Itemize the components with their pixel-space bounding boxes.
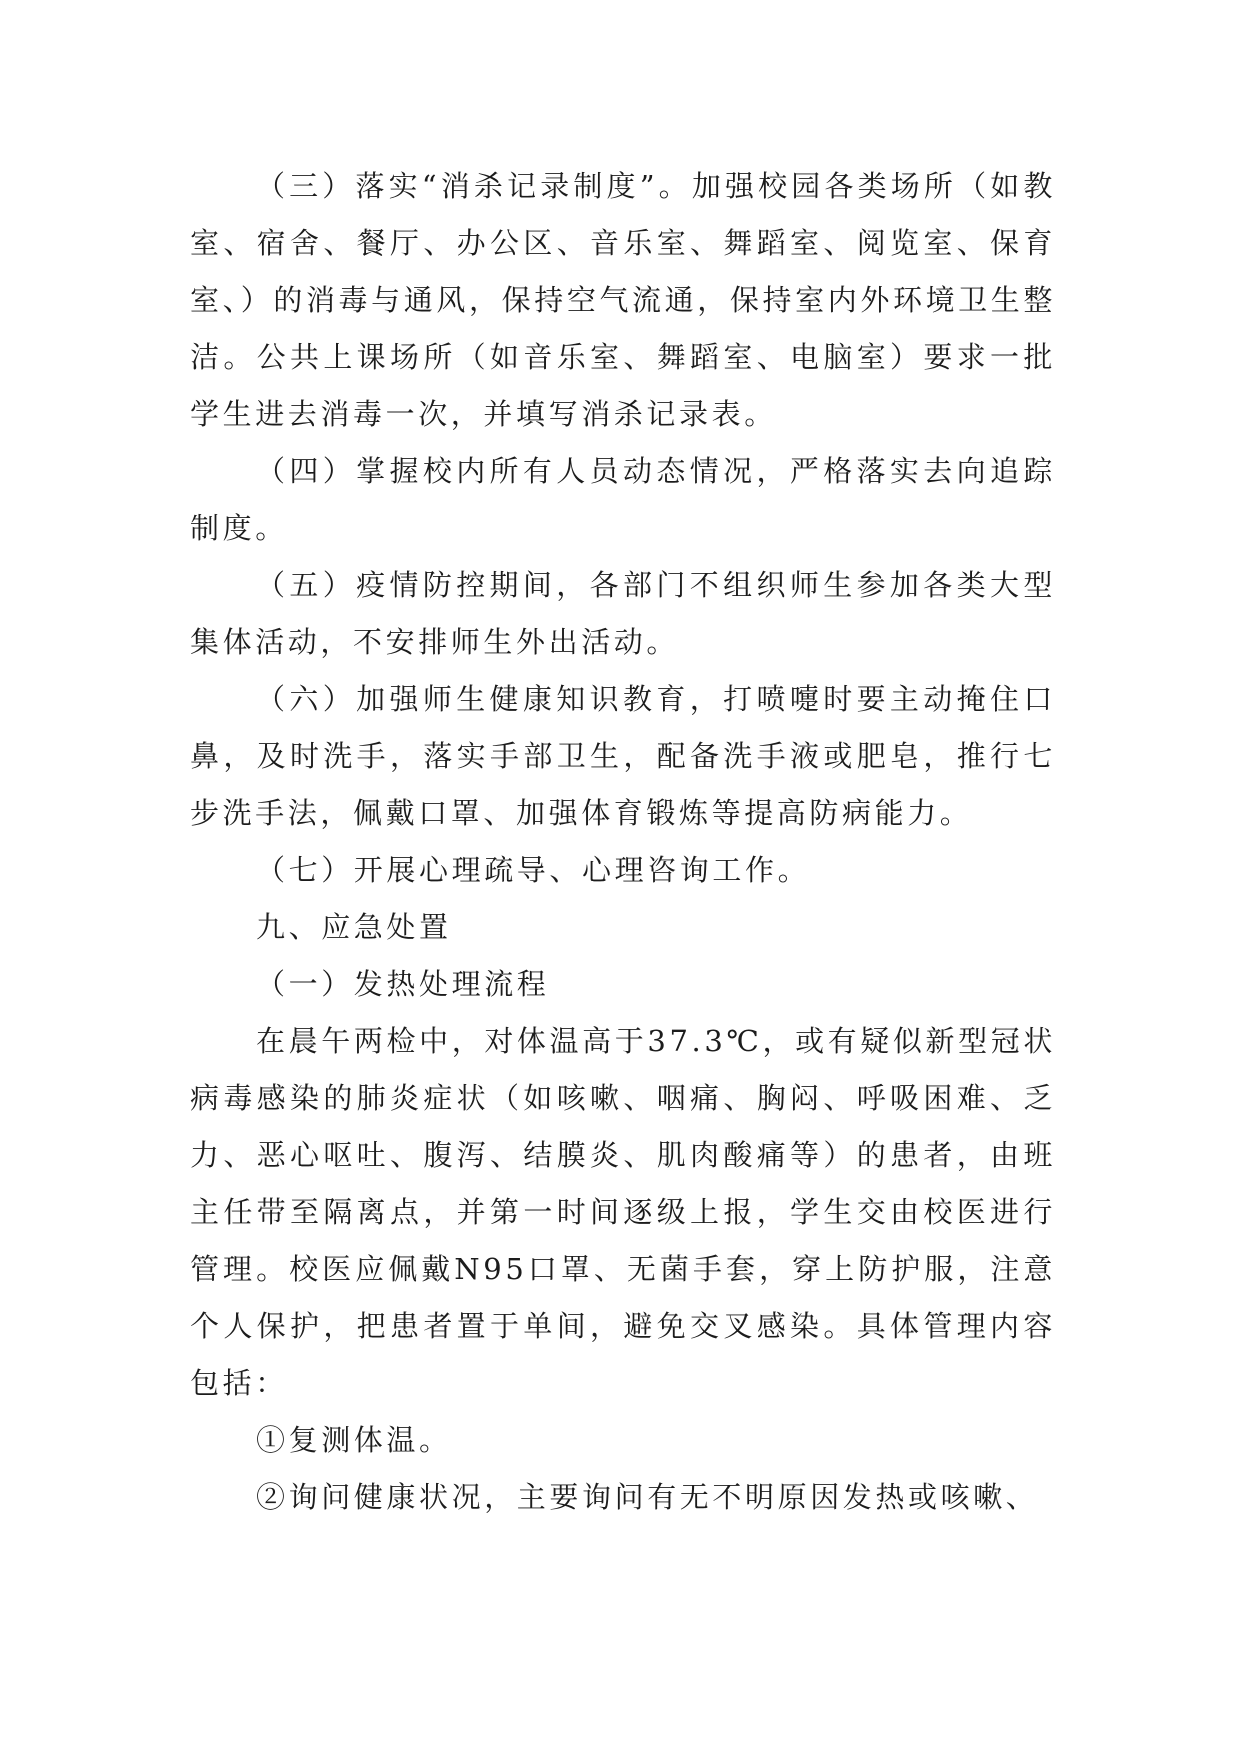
paragraph-health-education: （六）加强师生健康知识教育，打喷嚏时要主动掩住口鼻，及时洗手，落实手部卫生，配备洗手液或肥皂，推行七步洗手法，佩戴口罩、加强体育锻炼等提高防病能力。 bbox=[190, 682, 1056, 830]
section-heading-emergency: 九、应急处置 bbox=[256, 910, 452, 944]
paragraph-disinfection-record: （三）落实“消杀记录制度”。加强校园各类场所（如教室、宿舍、餐厅、办公区、音乐室、舞蹈室、阅览室、保育室、）的消毒与通风，保持空气流通，保持室内外环境卫生整洁。公共上课场所（如音乐室、舞蹈室、电脑室）要求一批学生进去消毒一次，并填写消杀记录表。 bbox=[190, 169, 1056, 431]
list-item-retest-temperature: ①复测体温。 bbox=[256, 1423, 452, 1457]
subsection-heading-fever-process: （一）发热处理流程 bbox=[256, 967, 550, 1001]
list-item-health-inquiry: ②询问健康状况，主要询问有无不明原因发热或咳嗽、 bbox=[256, 1480, 1039, 1514]
paragraph-personnel-tracking: （四）掌握校内所有人员动态情况，严格落实去向追踪制度。 bbox=[190, 454, 1056, 545]
paragraph-no-group-activities: （五）疫情防控期间，各部门不组织师生参加各类大型集体活动，不安排师生外出活动。 bbox=[190, 568, 1056, 659]
document-body bbox=[190, 158, 1056, 1526]
paragraph-fever-handling: 在晨午两检中，对体温高于37.3℃，或有疑似新型冠状病毒感染的肺炎症状（如咳嗽、咽痛、胸闷、呼吸困难、乏力、恶心呕吐、腹泻、结膜炎、肌肉酸痛等）的患者，由班主任带至隔离点，并第一时间逐级上报，学生交由校医进行管理。校医应佩戴N95口罩、无菌手套，穿上防护服，注意个人保护，把患者置于单间，避免交叉感染。具体管理内容包括： bbox=[190, 1024, 1056, 1400]
paragraph-psychological-counseling: （七）开展心理疏导、心理咨询工作。 bbox=[256, 853, 811, 887]
